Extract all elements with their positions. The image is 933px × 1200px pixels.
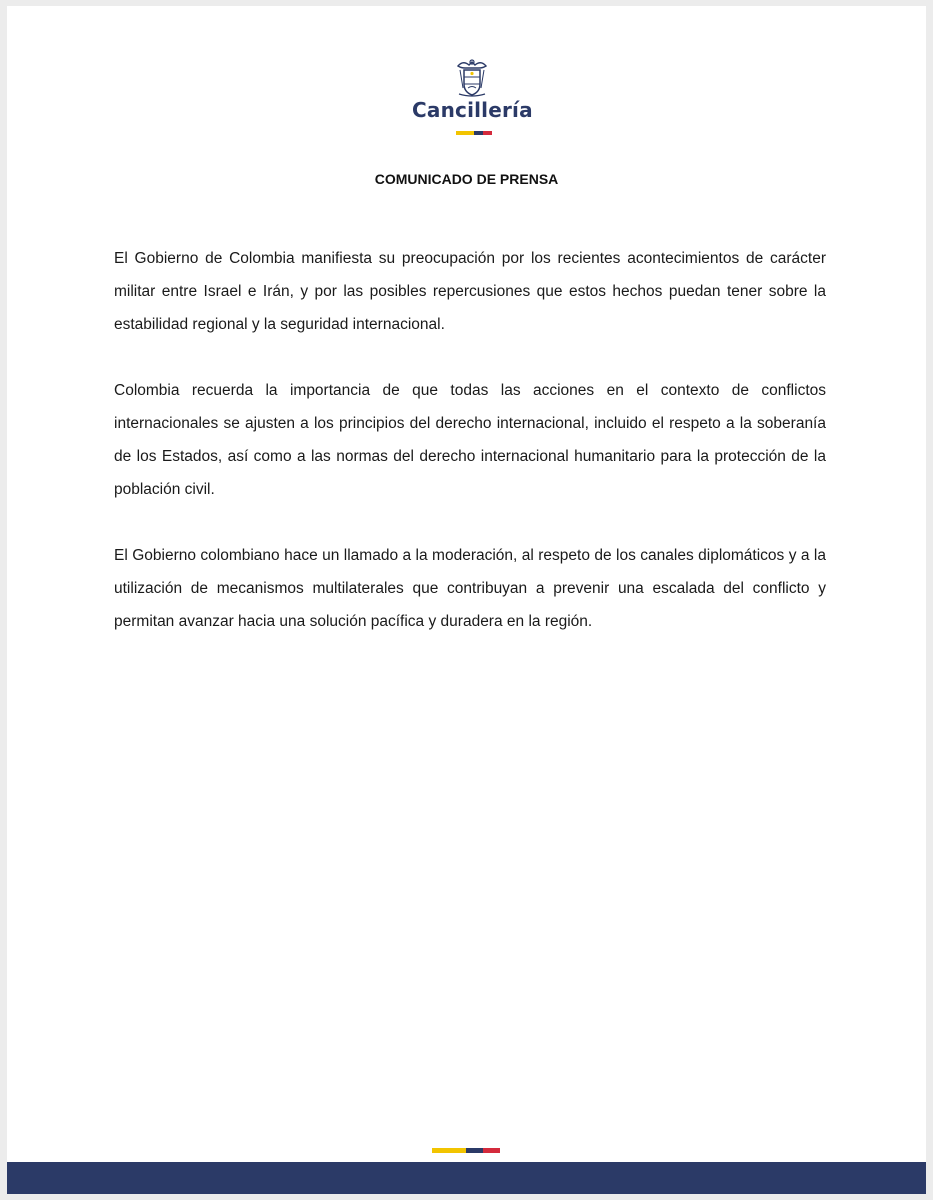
footer-flag-blue xyxy=(466,1148,483,1153)
footer-bar xyxy=(7,1162,926,1194)
paragraph-3: El Gobierno colombiano hace un llamado a la moderación, al respeto de los canales diplomáticos y a la utilización de mecanismos multilaterales que contribuyan a prevenir una escalada del conflicto y permitan avanzar hacia una solución pacífica y duradera en la región. xyxy=(114,547,826,630)
logo-flag-stripe xyxy=(456,131,492,135)
flag-red-segment xyxy=(483,131,492,135)
footer-flag-stripe xyxy=(432,1148,500,1153)
paragraph-1: El Gobierno de Colombia manifiesta su preocupación por los recientes acontecimientos de carácter militar entre Israel e Irán, y por las posibles repercusiones que estos hechos puedan tener sobre la estabilidad regional y la seguridad internacional. xyxy=(114,250,826,333)
footer-flag-yellow xyxy=(432,1148,466,1153)
document-page xyxy=(7,6,926,1194)
logo-text: Cancillería xyxy=(412,98,533,122)
footer-flag-red xyxy=(483,1148,500,1153)
document-body xyxy=(114,242,826,671)
document-title: COMUNICADO DE PRENSA xyxy=(374,171,559,187)
flag-yellow-segment xyxy=(456,131,474,135)
paragraph-2: Colombia recuerda la importancia de que todas las acciones en el contexto de conflictos internacionales se ajusten a los principios del derecho internacional, incluido el respeto a la soberanía de los Estados, así como a las normas del derecho internacional humanitario para la protección de la población civil. xyxy=(114,382,826,498)
cancilleria-logo xyxy=(412,58,532,138)
coat-of-arms-icon xyxy=(455,58,489,98)
flag-blue-segment xyxy=(474,131,483,135)
